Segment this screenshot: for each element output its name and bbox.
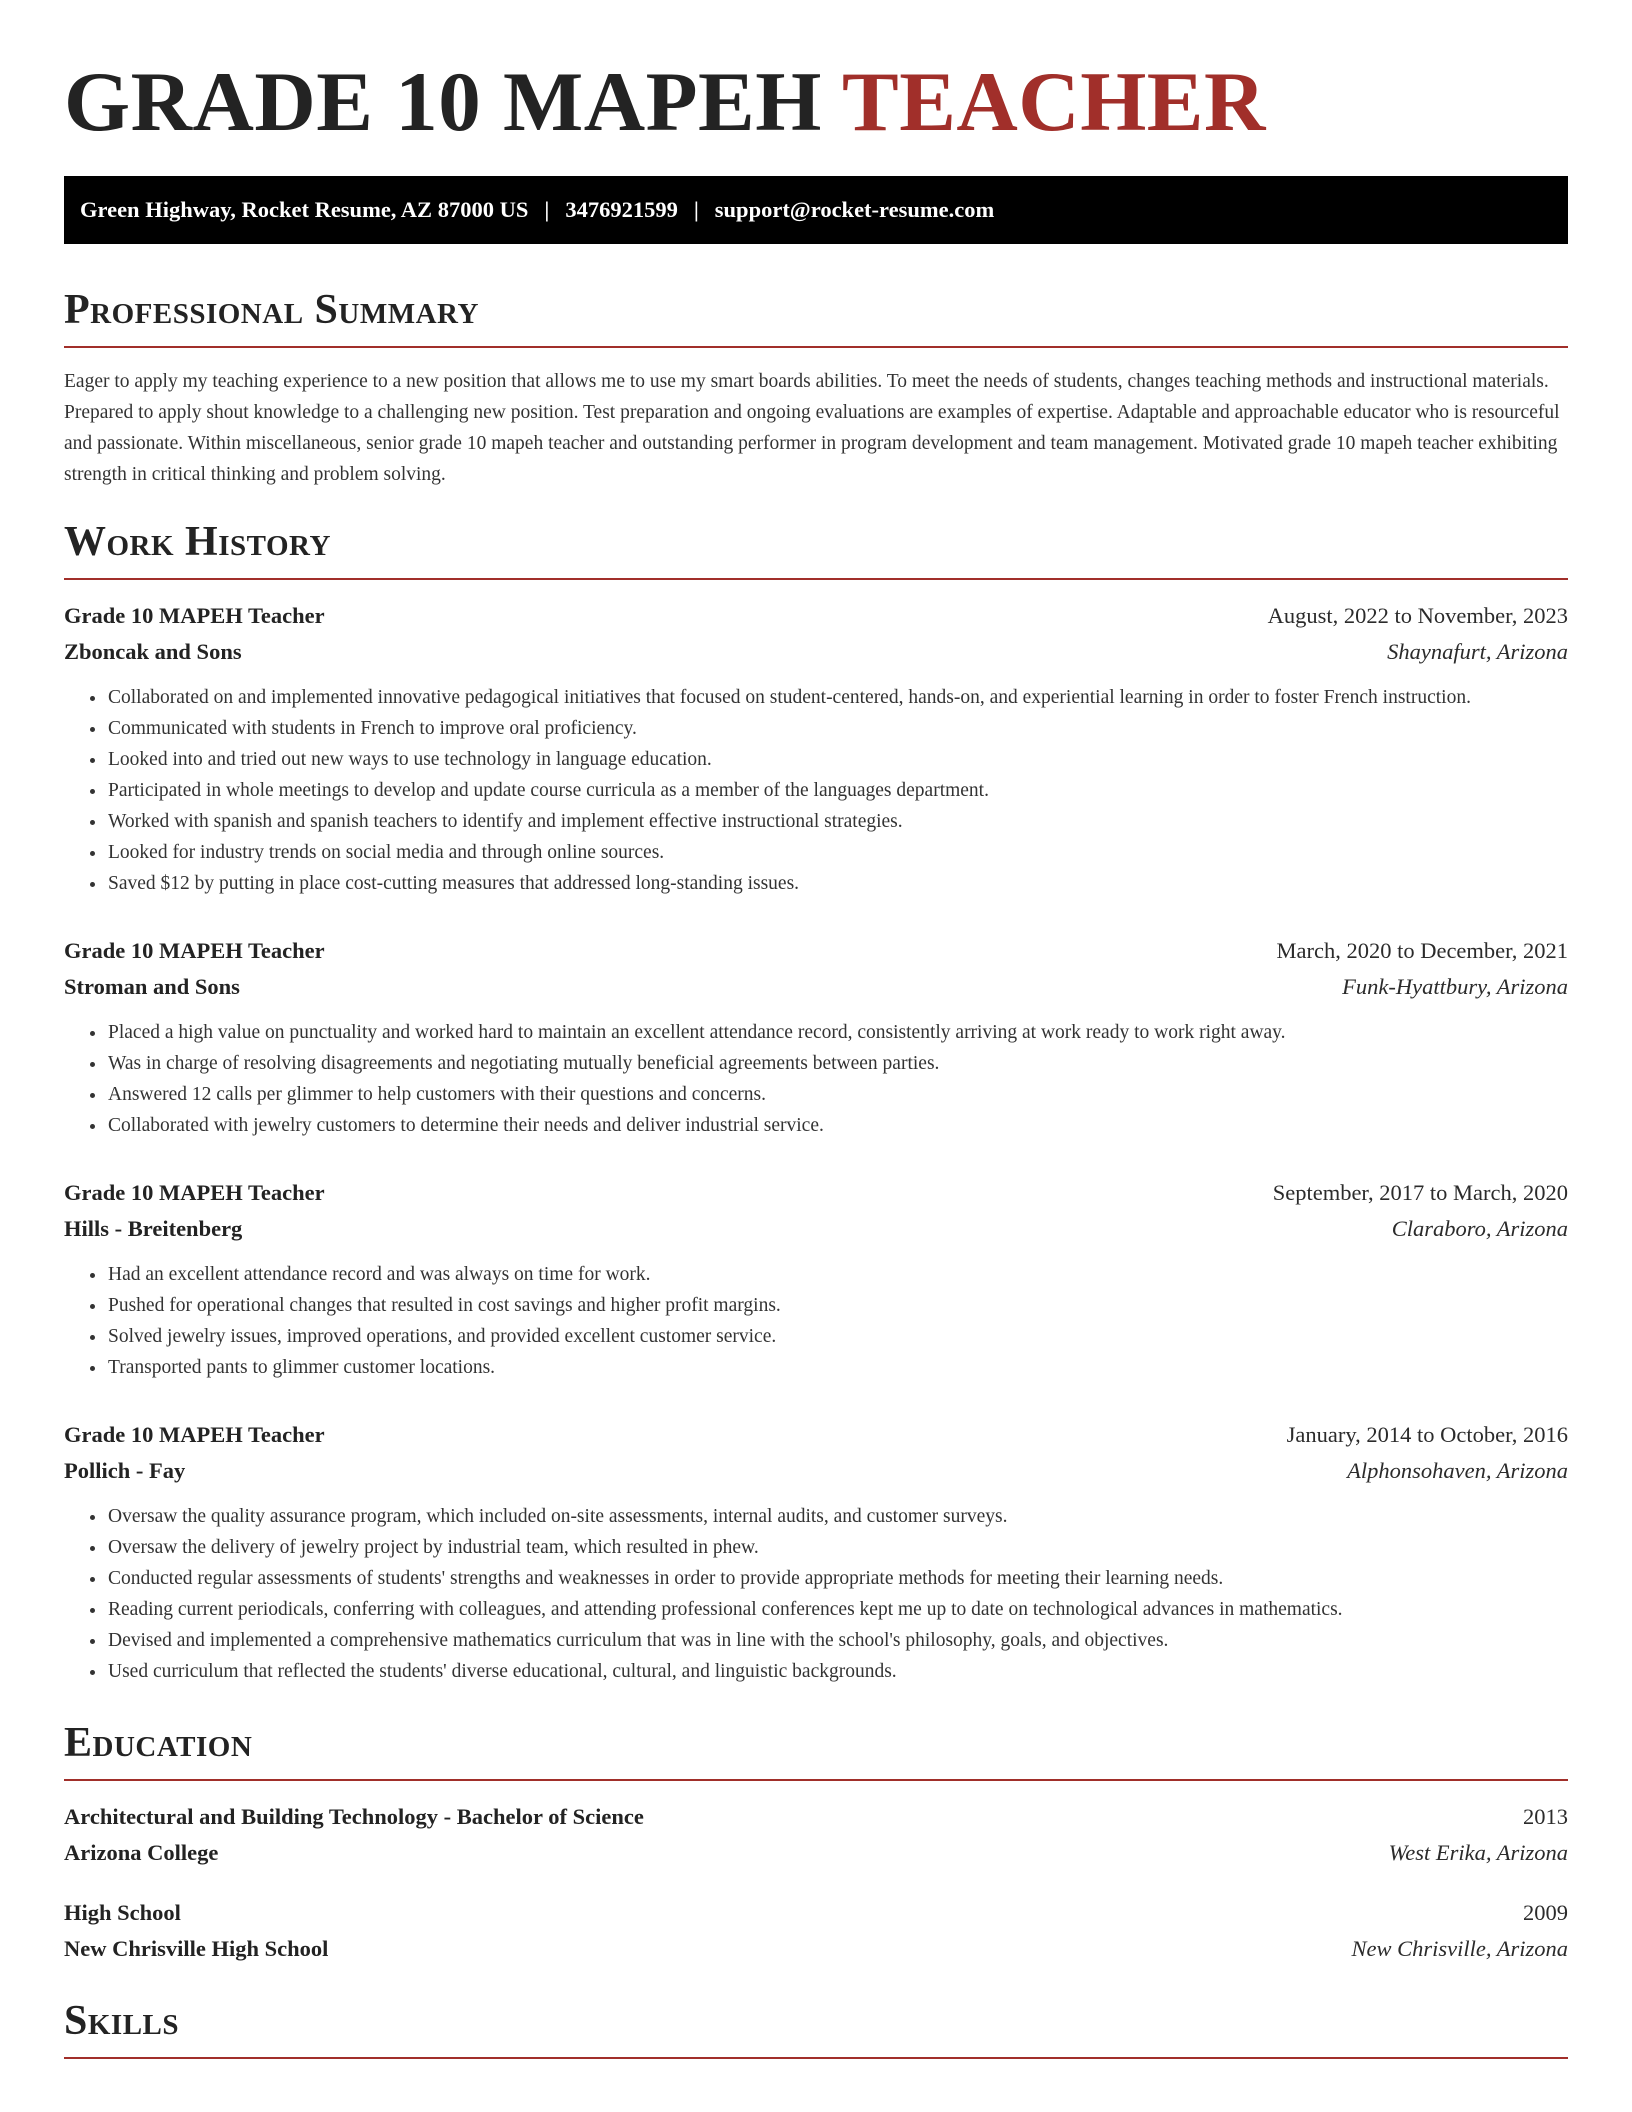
job-company-row	[64, 1453, 1568, 1489]
job-bullet: • Oversaw the delivery of jewelry project by industrial team, which resulted in phew.	[107, 1532, 1568, 1563]
job-bullet: • Used curriculum that reflected the students' diverse educational, cultural, and linguistic backgrounds.	[107, 1656, 1568, 1687]
job-company-row	[64, 1211, 1568, 1247]
job-bullet: • Communicated with students in French to improve oral proficiency.	[107, 713, 1568, 744]
job-bullet: • Was in charge of resolving disagreements and negotiating mutually beneficial agreements between parties.	[107, 1048, 1568, 1079]
job-bullet-list	[64, 1259, 1568, 1383]
education-year: 2013	[1523, 1804, 1568, 1829]
work-history-heading: Work History	[64, 516, 1568, 580]
job-header-row	[64, 1417, 1568, 1453]
job-header-row	[64, 598, 1568, 634]
job-company-row	[64, 969, 1568, 1005]
title-accent: TEACHER	[842, 55, 1266, 149]
education-degree: Architectural and Building Technology - Bachelor of Science	[64, 1804, 644, 1829]
job-bullet: • Answered 12 calls per glimmer to help customers with their questions and concerns.	[107, 1079, 1568, 1110]
contact-address: Green Highway, Rocket Resume, AZ 87000 US	[80, 197, 529, 222]
skills-heading: Skills	[64, 1995, 1568, 2059]
education-school-row	[64, 1931, 1568, 1967]
education-degree: High School	[64, 1900, 181, 1925]
job-company: Pollich - Fay	[64, 1458, 186, 1483]
education-entry	[64, 1799, 1568, 1871]
job-entry	[64, 1175, 1568, 1383]
education-heading: Education	[64, 1717, 1568, 1781]
job-entry	[64, 598, 1568, 899]
job-dates: January, 2014 to October, 2016	[1286, 1422, 1568, 1447]
job-title: Grade 10 MAPEH Teacher	[64, 1422, 325, 1447]
job-dates: September, 2017 to March, 2020	[1272, 1180, 1568, 1205]
summary-text: Eager to apply my teaching experience to a new position that allows me to use my smart boards abilities. To meet the needs of students, changes teaching methods and instructional materials. Prepared to apply shout knowledge to a challenging new position. Test preparation and ongoing evaluations are examples of expertise. Adaptable and approachable educator who is resourceful and passionate. Within miscellaneous, senior grade 10 mapeh teacher and outstanding performer in program development and team management. Motivated grade 10 mapeh teacher exhibiting strength in critical thinking and problem solving.	[64, 371, 1560, 485]
resume-title	[64, 0, 1568, 152]
job-bullet-list	[64, 1501, 1568, 1687]
job-bullet: • Had an excellent attendance record and was always on time for work.	[107, 1259, 1568, 1290]
skills-section	[64, 1995, 1568, 2059]
education-location: West Erika, Arizona	[1388, 1840, 1568, 1865]
title-main: GRADE 10 MAPEH	[64, 55, 822, 149]
education-school: New Chrisville High School	[64, 1936, 329, 1961]
education-location: New Chrisville, Arizona	[1351, 1936, 1568, 1961]
job-header-row	[64, 933, 1568, 969]
job-bullet: • Worked with spanish and spanish teachers to identify and implement effective instructional strategies.	[107, 806, 1568, 837]
summary-section	[64, 284, 1568, 490]
education-degree-row	[64, 1895, 1568, 1931]
contact-separator: |	[693, 197, 699, 222]
education-entry	[64, 1895, 1568, 1967]
job-bullet: • Placed a high value on punctuality and worked hard to maintain an excellent attendance record, consistently arriving at work ready to work right away.	[107, 1017, 1568, 1048]
summary-heading: Professional Summary	[64, 284, 1568, 348]
job-location: Claraboro, Arizona	[1391, 1216, 1568, 1241]
job-title: Grade 10 MAPEH Teacher	[64, 1180, 325, 1205]
job-bullet: • Pushed for operational changes that resulted in cost savings and higher profit margins.	[107, 1290, 1568, 1321]
job-location: Shaynafurt, Arizona	[1387, 639, 1568, 664]
job-title: Grade 10 MAPEH Teacher	[64, 938, 325, 963]
job-location: Alphonsohaven, Arizona	[1347, 1458, 1568, 1483]
contact-separator: |	[544, 197, 550, 222]
job-bullet: • Solved jewelry issues, improved operations, and provided excellent customer service.	[107, 1321, 1568, 1352]
job-bullet: • Participated in whole meetings to develop and update course curricula as a member of the languages department.	[107, 775, 1568, 806]
job-bullet: • Oversaw the quality assurance program, which included on-site assessments, internal audits, and customer surveys.	[107, 1501, 1568, 1532]
job-bullet: • Devised and implemented a comprehensive mathematics curriculum that was in line with the school's philosophy, goals, and objectives.	[107, 1625, 1568, 1656]
job-bullet: • Collaborated on and implemented innovative pedagogical initiatives that focused on student-centered, hands-on, and experiential learning in order to foster French instruction.	[107, 682, 1568, 713]
education-school: Arizona College	[64, 1840, 219, 1865]
job-company: Zboncak and Sons	[64, 639, 242, 664]
job-bullet: • Conducted regular assessments of students' strengths and weaknesses in order to provide appropriate methods for meeting their learning needs.	[107, 1563, 1568, 1594]
job-bullet: • Looked into and tried out new ways to use technology in language education.	[107, 744, 1568, 775]
job-header-row	[64, 1175, 1568, 1211]
work-history-section	[64, 516, 1568, 1687]
job-title: Grade 10 MAPEH Teacher	[64, 603, 325, 628]
job-dates: March, 2020 to December, 2021	[1276, 938, 1568, 963]
job-dates: August, 2022 to November, 2023	[1267, 603, 1568, 628]
education-school-row	[64, 1835, 1568, 1871]
education-section	[64, 1717, 1568, 1967]
job-bullet: • Collaborated with jewelry customers to determine their needs and deliver industrial service.	[107, 1110, 1568, 1141]
education-degree-row	[64, 1799, 1568, 1835]
job-bullet-list	[64, 682, 1568, 899]
education-year: 2009	[1523, 1900, 1568, 1925]
job-bullet: • Reading current periodicals, conferring with colleagues, and attending professional conferences kept me up to date on technological advances in mathematics.	[107, 1594, 1568, 1625]
contact-bar	[64, 176, 1568, 244]
job-entry	[64, 933, 1568, 1141]
job-bullet: • Saved $12 by putting in place cost-cutting measures that addressed long-standing issues.	[107, 868, 1568, 899]
contact-email: support@rocket-resume.com	[714, 197, 995, 222]
job-company-row	[64, 634, 1568, 670]
job-bullet: • Looked for industry trends on social media and through online sources.	[107, 837, 1568, 868]
job-company: Stroman and Sons	[64, 974, 240, 999]
job-bullet: • Transported pants to glimmer customer locations.	[107, 1352, 1568, 1383]
job-company: Hills - Breitenberg	[64, 1216, 243, 1241]
contact-phone: 3476921599	[565, 197, 678, 222]
job-bullet-list	[64, 1017, 1568, 1141]
job-location: Funk-Hyattbury, Arizona	[1342, 974, 1568, 999]
job-entry	[64, 1417, 1568, 1687]
